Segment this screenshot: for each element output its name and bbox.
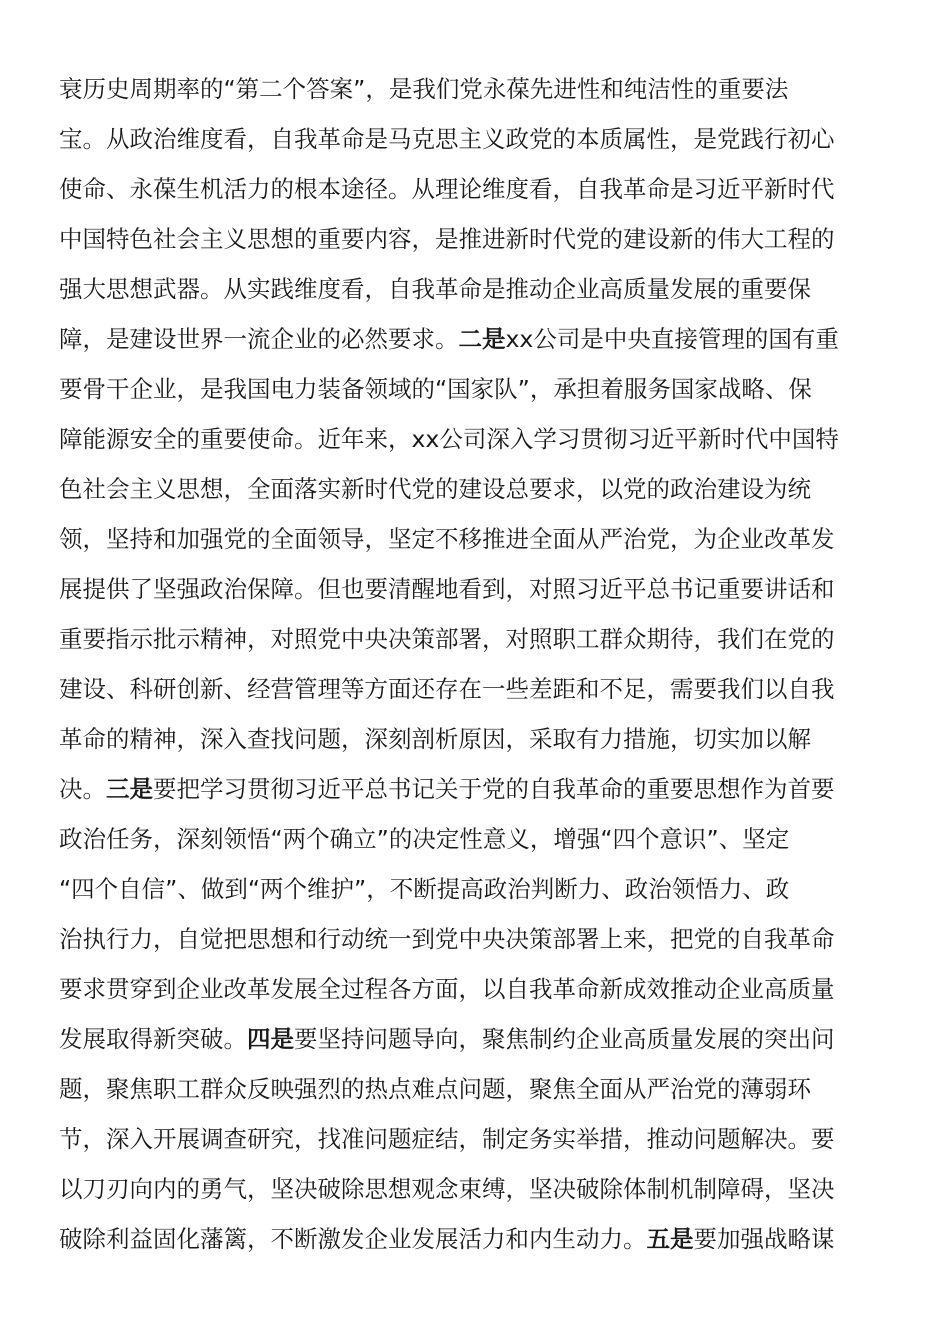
- text-segment: 节，深入开展调查研究，找准问题症结，制定务实举措，推动问题解决。要: [59, 1125, 835, 1153]
- text-line: [59, 714, 899, 764]
- text-segment: 障能源安全的重要使命。近年来，xx公司深入学习贯彻习近平新时代中国特: [59, 425, 839, 453]
- text-segment: 革命的精神，深入查找问题，深刻剖析原因，采取有力措施，切实加以解: [59, 725, 811, 753]
- text-line: [59, 1014, 899, 1064]
- text-segment: 使命、永葆生机活力的根本途径。从理论维度看，自我革命是习近平新时代: [59, 175, 835, 203]
- text-line: [59, 1114, 899, 1164]
- text-segment: 色社会主义思想，全面落实新时代党的建设总要求，以党的政治建设为统: [59, 475, 811, 503]
- text-line: [59, 214, 899, 264]
- text-segment: 发展取得新突破。: [59, 1025, 247, 1053]
- text-segment: 要骨干企业，是我国电力装备领域的“国家队”，承担着服务国家战略、保: [59, 375, 812, 403]
- text-line: [59, 914, 899, 964]
- text-segment: 建设、科研创新、经营管理等方面还存在一些差距和不足，需要我们以自我: [59, 675, 835, 703]
- text-line: [59, 364, 899, 414]
- text-line: [59, 1164, 899, 1214]
- text-segment: 要加强战略谋: [693, 1225, 835, 1253]
- text-line: [59, 814, 899, 864]
- text-line: [59, 664, 899, 714]
- text-segment: 题，聚焦职工群众反映强烈的热点难点问题，聚焦全面从严治党的薄弱环: [59, 1075, 811, 1103]
- text-segment: 政治任务，深刻领悟“两个确立”的决定性意义，增强“四个意识”、坚定: [59, 825, 790, 853]
- text-segment: 要求贯穿到企业改革发展全过程各方面，以自我革命新成效推动企业高质量: [59, 975, 835, 1003]
- text-segment: 以刀刃向内的勇气，坚决破除思想观念束缚，坚决破除体制机制障碍，坚决: [59, 1175, 835, 1203]
- text-line: [59, 64, 899, 114]
- text-line: [59, 1064, 899, 1114]
- text-segment: 重要指示批示精神，对照党中央决策部署，对照职工群众期待，我们在党的: [59, 625, 835, 653]
- text-line: [59, 514, 899, 564]
- text-line: [59, 114, 899, 164]
- text-line: [59, 264, 899, 314]
- text-line: [59, 464, 899, 514]
- text-line: [59, 1214, 899, 1264]
- text-segment: 衰历史周期率的“第二个答案”，是我们党永葆先进性和纯洁性的重要法: [59, 75, 789, 103]
- text-segment: “四个自信”、做到“两个维护”，不断提高政治判断力、政治领悟力、政: [59, 875, 790, 903]
- text-line: [59, 414, 899, 464]
- text-line: [59, 314, 899, 364]
- text-segment: 要把学习贯彻习近平总书记关于党的自我革命的重要思想作为首要: [153, 775, 835, 803]
- text-segment: 障，是建设世界一流企业的必然要求。: [59, 325, 459, 353]
- text-segment: 治执行力，自觉把思想和行动统一到党中央决策部署上来，把党的自我革命: [59, 925, 835, 953]
- text-segment: 破除利益固化藩篱，不断激发企业发展活力和内生动力。: [59, 1225, 647, 1253]
- bold-lead: 四是: [247, 1025, 294, 1053]
- text-line: [59, 864, 899, 914]
- text-segment: 要坚持问题导向，聚焦制约企业高质量发展的突出问: [294, 1025, 835, 1053]
- text-segment: xx公司是中央直接管理的国有重: [505, 325, 839, 353]
- body-text: [59, 64, 899, 1264]
- bold-lead: 五是: [646, 1225, 694, 1253]
- text-segment: 宝。从政治维度看，自我革命是马克思主义政党的本质属性，是党践行初心: [59, 125, 835, 153]
- bold-lead: 三是: [106, 775, 153, 803]
- text-line: [59, 564, 899, 614]
- text-segment: 强大思想武器。从实践维度看，自我革命是推动企业高质量发展的重要保: [59, 275, 811, 303]
- text-segment: 展提供了坚强政治保障。但也要清醒地看到，对照习近平总书记重要讲话和: [59, 575, 835, 603]
- text-segment: 决。: [59, 775, 106, 803]
- text-line: [59, 964, 899, 1014]
- text-line: [59, 614, 899, 664]
- text-segment: 中国特色社会主义思想的重要内容，是推进新时代党的建设新的伟大工程的: [59, 225, 835, 253]
- bold-lead: 二是: [458, 325, 506, 353]
- text-line: [59, 164, 899, 214]
- text-segment: 领，坚持和加强党的全面领导，坚定不移推进全面从严治党，为企业改革发: [59, 525, 835, 553]
- text-line: [59, 764, 899, 814]
